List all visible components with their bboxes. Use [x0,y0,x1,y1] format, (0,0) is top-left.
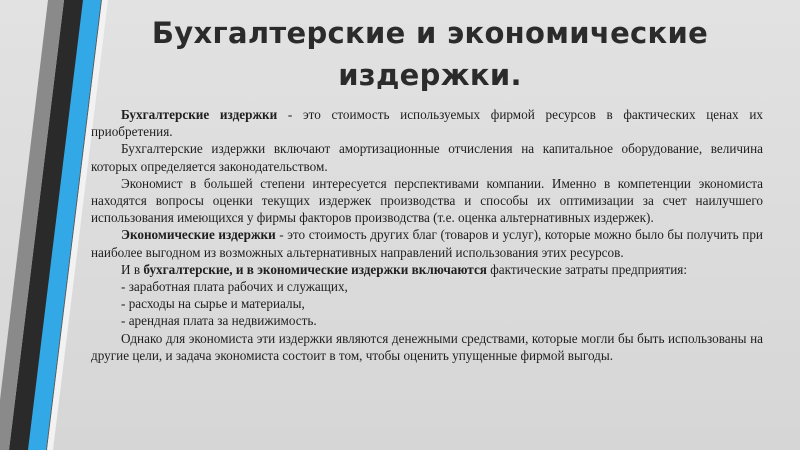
list-item: - заработная плата рабочих и служащих, [121,279,348,295]
paragraph-text: фактические затраты предприятия: [486,261,688,277]
term-economic-costs: Экономические издержки [121,227,276,243]
paragraph-text: - это стоимость других благ (товаров и услуг), которые можно было бы получить при наиболее выгодном из возможных альтернативных направлений использования этих ресурсов. [91,227,763,260]
list-item: - расходы на сырье и материалы, [121,296,305,312]
paragraph-economist: Экономист в большей степени интересуется перспективами компании. Именно в компетенции экономиста находятся вопросы оценки текущих издержек производства и способы их оптимизации за счет наилучшего использования имеющихся у фирмы факторов производства (т.е. оценка альтернативных издержек). [91,175,763,226]
bold-phrase: бухгалтерские, и в экономические издержки включаются [143,261,487,277]
paragraph-lead: И в [121,261,144,277]
list-item: - арендная плата за недвижимость. [121,313,317,329]
paragraph-text: - это стоимость используемых фирмой ресурсов в фактических ценах их приобретения. [91,107,763,140]
term-accounting-costs: Бухгалтерские издержки [121,107,278,122]
paragraph-lost-benefits: Однако для экономиста эти издержки являются денежными средствами, которые могли бы быть использованы на другие цели, и задача экономиста состоит в том, чтобы оценить упущенные фирмой выгоды. [91,330,763,363]
paragraph-economic-costs [91,226,763,260]
slide-title: Бухгалтерские и экономические издержки. [151,16,709,92]
slide-body [91,106,763,364]
paragraph-included-costs [91,261,763,278]
paragraph-depreciation: Бухгалтерские издержки включают амортизационные отчисления на капитальное оборудование, величина которых определяется законодательством. [91,141,763,174]
paragraph-accounting-costs [91,106,763,140]
